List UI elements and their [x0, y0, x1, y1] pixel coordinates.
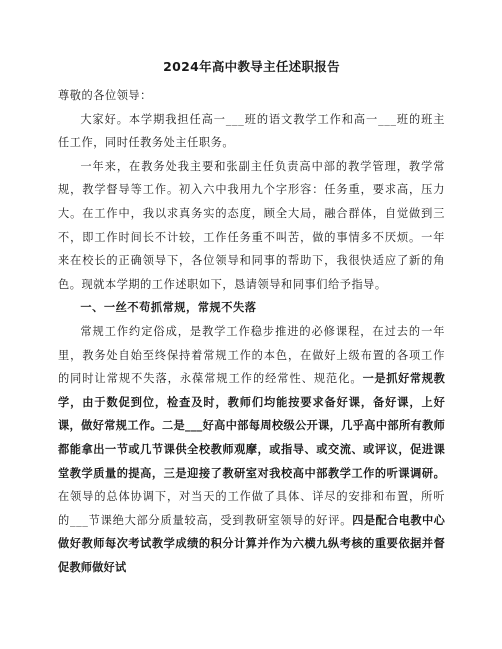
paragraph-routine-text-1: 常规工作约定俗成，是教学工作稳步推进的必修课程，在过去的一年里，教务处自始至终保持着常规工作的本色，在做好上级布置的各项工作的同时让常规不失落，永葆常规工作的经常性、规范化。 [58, 324, 445, 386]
document-page [58, 58, 445, 579]
paragraph-routine-text-2: 在领导的总体协调下，对当天的工作做了具体、详尽的安排和布置，所听的___节课绝大部分质量较高，受到教研室领导的好评。 [58, 490, 445, 527]
section-heading-1: 一、一丝不苟抓常规，常规不失落 [80, 301, 257, 315]
paragraph-routine-bold-1: 一是抓好常规教学，由于数促到位，检查及时，教师们均能按要求备好课，备好课，上好课，做好常规工作。二是___好高中部每周校级公开课，几乎高中部所有教师都能拿出一节或几节课供全校教师观摩，或指导、或交流、或评议，促进课堂教学质量的提高，三是迎接了教研室对我校高中部教学工作的听课调研。 [58, 372, 445, 480]
paragraph-overview: 一年来，在教务处我主要和张副主任负责高中部的教学管理，教学常规，教学督导等工作。初入六中我用九个字形容：任务重，要求高，压力大。在工作中，我以求真务实的态度，顾全大局，融合群体，自觉做到三不，即工作时间长不计较，工作任务重不叫苦，做的事情多不厌烦。一年来在校长的正确领导下，各位领导和同事的帮助下，我很快适应了新的角色。现就本学期的工作述职如下，恳请领导和同事们给予指导。 [58, 159, 445, 291]
paragraph-greeting: 大家好。本学期我担任高一___班的语文教学工作和高一___班的班主任工作，同时任教务处主任职务。 [58, 112, 445, 150]
paragraph-routine-bold-2: 四是配合电教中心做好教师每次考试教学成绩的积分计算并作为六横九纵考核的重要依据并督促教师做好试 [58, 513, 445, 574]
document-title: 2024年高中教导主任述职报告 [163, 59, 340, 74]
paragraph-routine-work [58, 320, 445, 580]
salutation: 尊敬的各位领导： [58, 89, 152, 102]
